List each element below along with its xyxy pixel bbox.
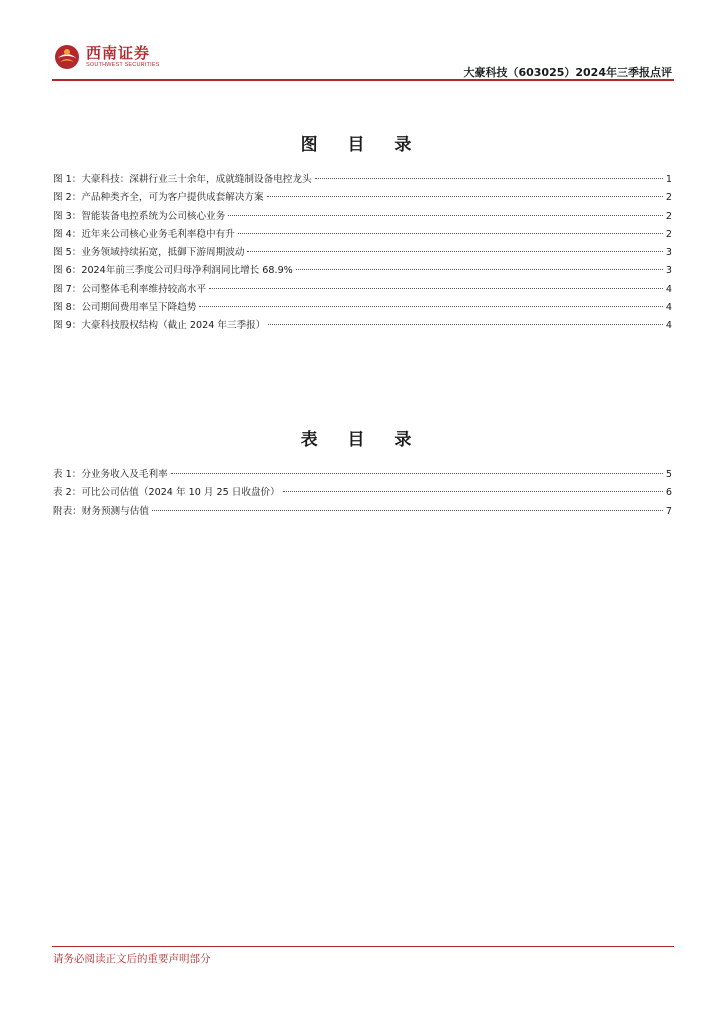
footer-divider: [52, 946, 674, 947]
toc-entry[interactable]: [53, 466, 672, 484]
toc-entry-label[interactable]: 图 5：业务领域持续拓宽，抵御下游周期波动: [53, 247, 245, 259]
toc-entry-page[interactable]: 2: [665, 210, 672, 222]
header-divider: [52, 79, 674, 81]
toc-leader-dots: [209, 288, 663, 289]
toc-entry[interactable]: [53, 281, 672, 299]
toc-leader-dots: [152, 510, 663, 511]
toc-entry-page[interactable]: 2: [665, 228, 672, 240]
figure-toc-title: 图 目 录: [300, 135, 424, 155]
toc-entry-label[interactable]: 表 1：分业务收入及毛利率: [53, 469, 168, 480]
toc-entry-label[interactable]: 附表：财务预测与估值: [53, 505, 149, 517]
toc-entry-label[interactable]: 图 9：大豪科技股权结构（截止 2024 年三季报）: [53, 320, 266, 332]
toc-entry-label[interactable]: 图 6：2024年前三季度公司归母净利润同比增长 68.9%: [53, 265, 293, 277]
toc-leader-dots: [283, 491, 663, 492]
company-logo: [54, 44, 160, 70]
toc-entry-page[interactable]: 7: [665, 505, 672, 517]
logo-chinese-name: 西南证券: [86, 44, 151, 62]
toc-entry-page[interactable]: 1: [665, 174, 672, 185]
toc-entry[interactable]: [53, 171, 672, 189]
toc-entry-page[interactable]: 3: [665, 265, 672, 277]
toc-entry-page[interactable]: 4: [665, 283, 672, 295]
toc-entry-label[interactable]: 图 2：产品种类齐全，可为客户提供成套解决方案: [53, 192, 264, 204]
table-toc-title: 表 目 录: [300, 430, 424, 450]
figure-toc-list: [53, 171, 672, 336]
toc-entry[interactable]: [53, 317, 672, 335]
toc-leader-dots: [247, 251, 662, 252]
toc-entry[interactable]: [53, 244, 672, 262]
toc-entry-page[interactable]: 2: [665, 192, 672, 204]
toc-entry[interactable]: [53, 262, 672, 280]
footer-disclaimer: 请务必阅读正文后的重要声明部分: [53, 953, 211, 965]
logo-english-name: SOUTHWEST SECURITIES: [86, 62, 160, 68]
toc-entry-label[interactable]: 图 8：公司期间费用率呈下降趋势: [53, 302, 197, 314]
toc-entry-page[interactable]: 4: [665, 320, 672, 332]
toc-entry-label[interactable]: 图 3：智能装备电控系统为公司核心业务: [53, 210, 226, 222]
toc-entry[interactable]: [53, 484, 672, 502]
toc-leader-dots: [267, 196, 663, 197]
toc-entry-label[interactable]: 图 4：近年来公司核心业务毛利率稳中有升: [53, 228, 235, 240]
toc-leader-dots: [238, 233, 663, 234]
toc-entry-label[interactable]: 表 2：可比公司估值（2024 年 10 月 25 日收盘价）: [53, 487, 280, 499]
toc-leader-dots: [315, 178, 663, 179]
toc-entry-label[interactable]: 图 7：公司整体毛利率维持较高水平: [53, 283, 207, 295]
toc-entry-page[interactable]: 5: [665, 469, 672, 480]
toc-entry[interactable]: [53, 299, 672, 317]
toc-entry[interactable]: [53, 226, 672, 244]
toc-entry-label[interactable]: 图 1：大豪科技：深耕行业三十余年，成就缝制设备电控龙头: [53, 174, 312, 185]
toc-entry[interactable]: [53, 503, 672, 521]
southwest-securities-logo-icon: [54, 44, 80, 70]
toc-leader-dots: [199, 306, 662, 307]
toc-entry-page[interactable]: 6: [665, 487, 672, 499]
table-toc-list: [53, 466, 672, 521]
toc-entry[interactable]: [53, 189, 672, 207]
toc-leader-dots: [296, 269, 663, 270]
toc-leader-dots: [171, 473, 663, 474]
toc-leader-dots: [268, 324, 663, 325]
toc-leader-dots: [228, 215, 663, 216]
toc-entry[interactable]: [53, 208, 672, 226]
toc-entry-page[interactable]: 4: [665, 302, 672, 314]
toc-entry-page[interactable]: 3: [665, 247, 672, 259]
page-header: [0, 0, 724, 84]
document-title: 大豪科技（603025）2024年三季报点评: [463, 66, 672, 79]
